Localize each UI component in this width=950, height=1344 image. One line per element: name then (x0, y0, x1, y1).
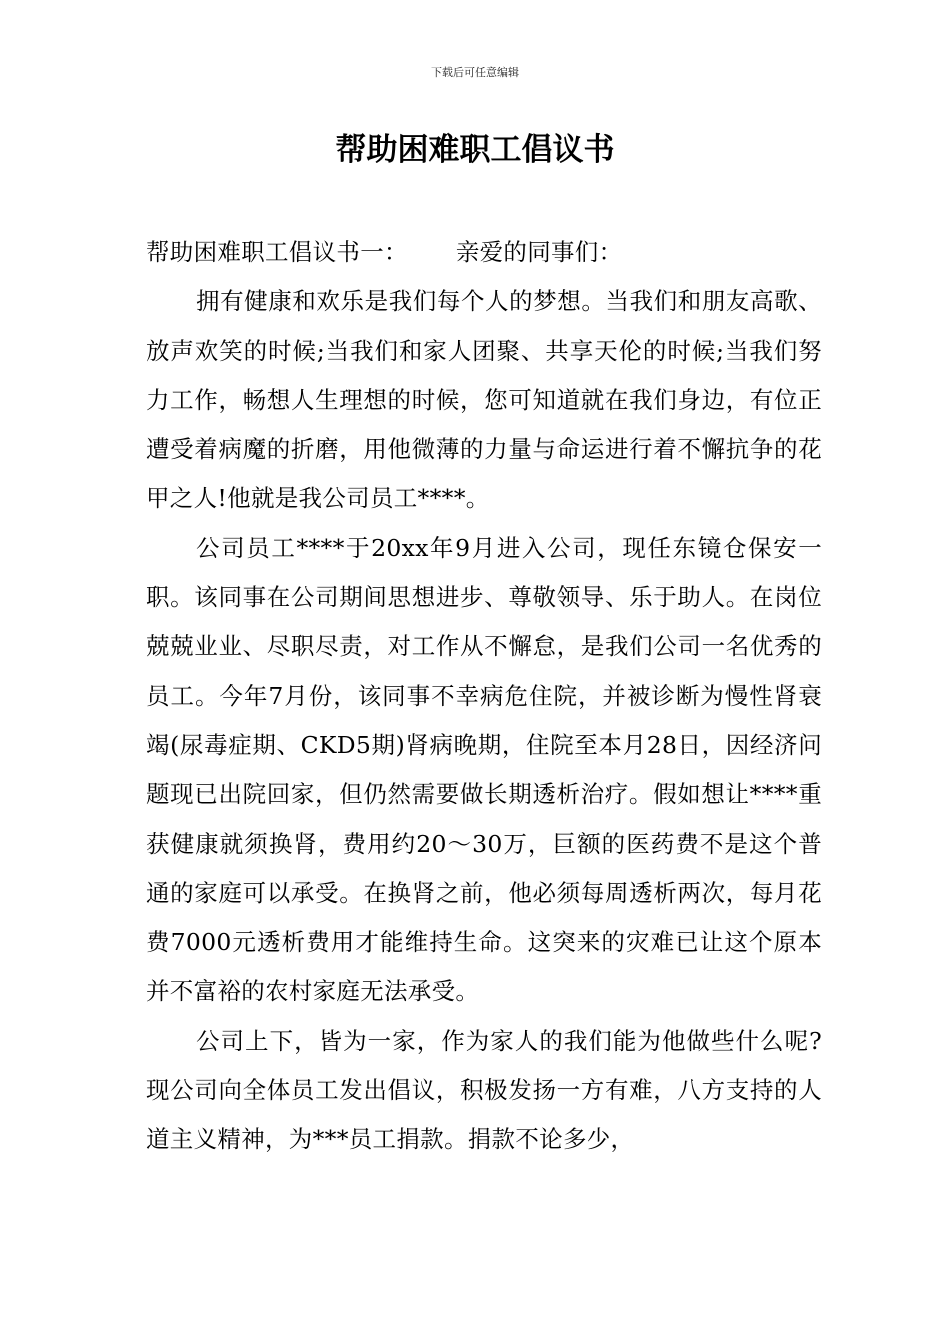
paragraph-3: 公司上下，皆为一家，作为家人的我们能为他做些什么呢?现公司向全体员工发出倡议，积极发扬一方有难，八方支持的人道主义精神，为***员工捐款。捐款不论多少， (146, 1026, 822, 1154)
document-title: 帮助困难职工倡议书 (335, 132, 615, 168)
opening-line (146, 228, 822, 277)
salutation: 亲爱的同事们： (455, 238, 623, 266)
document-body (146, 228, 822, 1165)
page-header-note: 下载后可任意编辑 (431, 66, 519, 79)
paragraph-2: 公司员工****于20xx年9月进入公司，现任东镜仓保安一职。该同事在公司期间思想进步、尊敬领导、乐于助人。在岗位兢兢业业、尽职尽责，对工作从不懈怠，是我们公司一名优秀的员工。今年7月份，该同事不幸病危住院，并被诊断为慢性肾衰竭(尿毒症期、CKD5期)肾病晚期，住院至本月28日，因经济问题现已出院回家，但仍然需要做长期透析治疗。假如想让****重获健康就须换肾，费用约20～30万，巨额的医药费不是这个普通的家庭可以承受。在换肾之前，他必须每周透析两次，每月花费7000元透析费用才能维持生命。这突来的灾难已让这个原本并不富裕的农村家庭无法承受。 (146, 533, 822, 1006)
paragraph-1: 拥有健康和欢乐是我们每个人的梦想。当我们和朋友高歌、放声欢笑的时候;当我们和家人团聚、共享天伦的时候;当我们努力工作，畅想人生理想的时候，您可知道就在我们身边，有位正遭受着病魔的折磨，用他微薄的力量与命运进行着不懈抗争的花甲之人!他就是我公司员工****。 (146, 287, 822, 513)
document-subtitle: 帮助困难职工倡议书一： (146, 238, 408, 266)
